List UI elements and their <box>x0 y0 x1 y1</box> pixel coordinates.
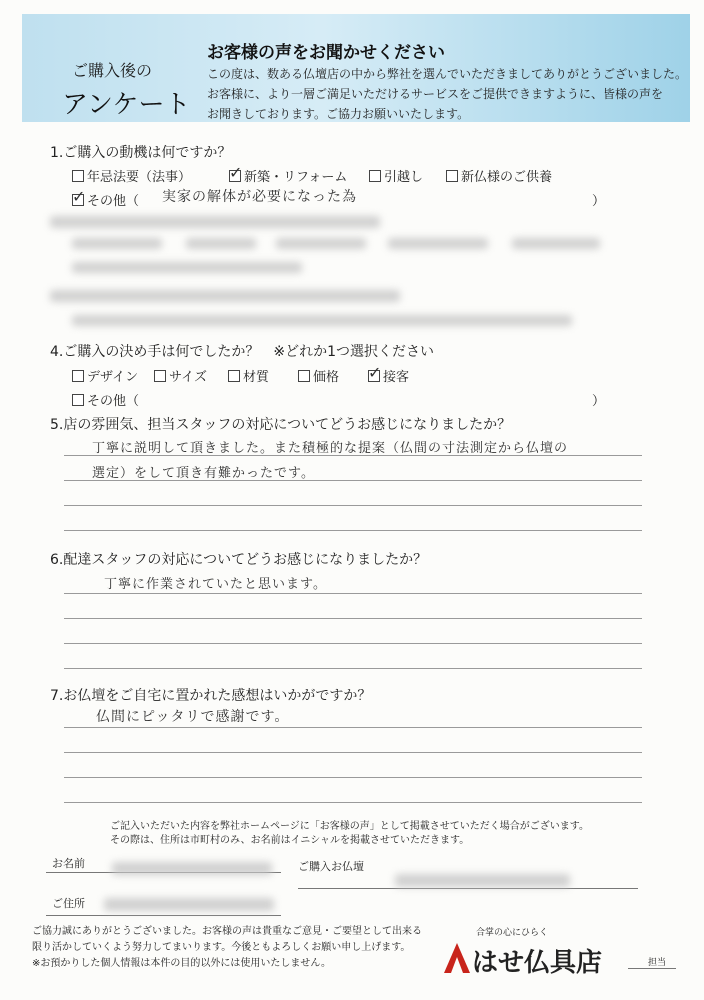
checkbox-checked[interactable] <box>72 194 84 206</box>
checkbox[interactable] <box>72 170 84 182</box>
q5-question: 5.店の雰囲気、担当スタッフの対応についてどうお感じになりましたか？ <box>50 417 512 433</box>
answer-rule <box>64 802 642 803</box>
answer-rule <box>64 455 642 456</box>
checkbox[interactable] <box>228 370 240 382</box>
purchase-label: ご購入お仏壇 <box>298 860 364 873</box>
footer-line: 限り活かしていくよう努力してまいります。今後ともよろしくお願い申し上げます。 <box>32 942 411 953</box>
checkbox[interactable] <box>154 370 166 382</box>
address-line <box>46 915 281 916</box>
checkbox[interactable] <box>72 370 84 382</box>
q1-question: 1.ご購入の動機は何ですか？ <box>50 145 232 161</box>
answer-rule <box>64 618 642 619</box>
q1-option-anniversary[interactable]: 年忌法要（法事） <box>72 166 191 185</box>
q4-option-service[interactable]: ✓ 接客 <box>368 366 409 385</box>
redacted-name <box>112 862 272 875</box>
checkbox[interactable] <box>446 170 458 182</box>
q4-option-size[interactable]: サイズ <box>154 366 207 385</box>
q1-option-moving[interactable]: 引越し <box>369 166 423 185</box>
header-title: お客様の声をお聞かせください <box>207 43 445 63</box>
redacted-option-other <box>72 262 302 273</box>
checkbox[interactable] <box>72 394 84 406</box>
q4-option-design[interactable]: デザイン <box>72 366 138 385</box>
q4-question: 4.ご購入の決め手は何でしたか？ ※どれか1つ選択ください <box>50 344 434 360</box>
answer-rule <box>64 777 642 778</box>
redacted-q3-options <box>72 315 572 326</box>
header-intro-line: お客様に、より一層ご満足いただけるサービスをご提供できますように、皆様の声を <box>207 87 664 101</box>
redacted-option <box>72 238 162 249</box>
checkbox[interactable] <box>369 170 381 182</box>
checkbox-checked[interactable] <box>368 370 380 382</box>
q4-close-paren: ） <box>592 394 606 409</box>
footer-line: ※お預かりした個人情報は本件の目的以外には使用いたしません。 <box>32 958 331 969</box>
answer-rule <box>64 643 642 644</box>
redacted-q2-question <box>50 216 380 228</box>
footer-note <box>32 924 432 972</box>
name-label: お名前 <box>52 857 85 870</box>
header-intro-line: この度は、数ある仏壇店の中から弊社を選んでいただきましてありがとうございました。 <box>207 67 688 81</box>
redacted-address <box>104 898 274 911</box>
q6-answer-line: 丁寧に作業されていたと思います。 <box>104 577 327 592</box>
logo-tagline: 合掌の心にひらく <box>476 928 549 938</box>
redacted-option <box>186 238 256 249</box>
q6-question: 6.配達スタッフの対応についてどうお感じになりましたか？ <box>50 552 428 568</box>
header-intro <box>207 64 702 124</box>
header-banner <box>22 14 690 122</box>
q4-option-other[interactable]: その他（ <box>72 390 139 409</box>
header-main-title: アンケート <box>62 90 191 120</box>
logo-name: はせ仏具店 <box>472 948 603 978</box>
q1-option-new-build[interactable]: ✓ 新築・リフォーム <box>229 166 347 185</box>
publication-notice <box>110 820 630 848</box>
q4-note: ※どれか1つ選択ください <box>273 344 434 360</box>
redacted-purchase <box>395 874 570 887</box>
redacted-option <box>512 238 600 249</box>
q5-answer-line: 丁寧に説明して頂きました。また積極的な提案（仏間の寸法測定から仏壇の <box>92 441 569 456</box>
answer-rule <box>64 593 642 594</box>
q7-answer-line: 仏間にピッタリで感謝です。 <box>96 709 290 725</box>
answer-rule <box>64 668 642 669</box>
footer-line: ご協力誠にありがとうございました。お客様の声は貴重なご意見・ご要望として出来る <box>32 926 422 937</box>
q4-option-price[interactable]: 価格 <box>298 366 339 385</box>
checkbox[interactable] <box>298 370 310 382</box>
answer-rule <box>64 480 642 481</box>
q4-option-material[interactable]: 材質 <box>228 366 269 385</box>
answer-rule <box>64 752 642 753</box>
redacted-q3-question <box>50 290 400 302</box>
answer-rule <box>64 505 642 506</box>
q1-other-handwritten: 実家の解体が必要になった為 <box>162 189 357 205</box>
redacted-option <box>276 238 366 249</box>
answer-rule <box>64 530 642 531</box>
redacted-option <box>388 238 488 249</box>
tantou-label: 担当 <box>648 958 667 968</box>
header-intro-line: お聞きしております。ご協力お願いいたします。 <box>207 107 470 121</box>
q1-option-other[interactable]: ✓その他（ <box>72 190 139 209</box>
header-subtitle: ご購入後の <box>72 61 153 80</box>
address-label: ご住所 <box>52 897 85 910</box>
q1-option-new-buddha[interactable]: 新仏様のご供養 <box>446 166 552 185</box>
answer-rule <box>64 727 642 728</box>
q5-answer-line: 選定）をして頂き有難かったです。 <box>92 466 315 481</box>
q7-question: 7.お仏壇をご自宅に置かれた感想はいかがですか？ <box>50 688 372 704</box>
notice-line: その際は、住所は市町村のみ、お名前はイニシャルを掲載させていただきます。 <box>110 835 470 846</box>
q1-close-paren: ） <box>592 194 606 209</box>
notice-line: ご記入いただいた内容を弊社ホームページに「お客様の声」として掲載させていただく場合がございます。 <box>110 821 589 832</box>
purchase-line <box>298 888 638 889</box>
checkbox-checked[interactable] <box>229 170 241 182</box>
tantou-line <box>628 968 676 969</box>
